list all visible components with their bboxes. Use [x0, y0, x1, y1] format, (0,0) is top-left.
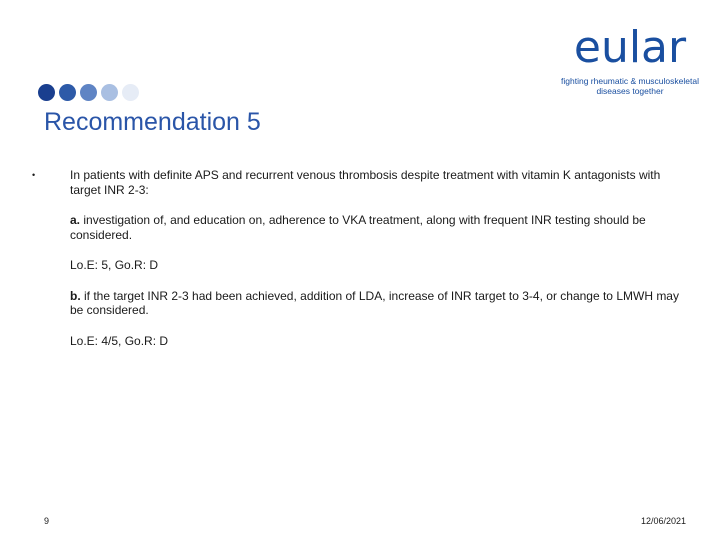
footer-date: 12/06/2021: [640, 516, 686, 526]
dot-4: [101, 84, 118, 101]
slide-title: Recommendation 5: [44, 108, 261, 136]
decorative-dots: [38, 84, 139, 101]
evidence-b: Lo.E: 4/5, Go.R: D: [70, 333, 169, 348]
sub-item-b: [70, 289, 680, 318]
logo-tagline-line2: diseases together: [596, 86, 664, 96]
page-number: 9: [44, 516, 50, 526]
logo-tagline: [560, 76, 700, 96]
sub-item-a-text: investigation of, and education on, adherence to VKA treatment, along with frequent INR testing should be considered.: [70, 213, 646, 242]
bullet-marker: •: [32, 170, 36, 180]
sub-item-a-letter: a.: [70, 213, 81, 227]
slide-content: [32, 168, 692, 348]
sub-item-b-text: if the target INR 2-3 had been achieved, addition of LDA, increase of INR target to 3-4, or change to LMWH may be considered.: [70, 288, 679, 317]
eular-logo: [560, 22, 700, 96]
dot-3: [80, 84, 97, 101]
logo-tagline-line1: fighting rheumatic & musculoskeletal: [561, 76, 699, 86]
dot-2: [59, 84, 76, 101]
bullet-intro-text: In patients with definite APS and recurrent venous thrombosis despite treatment with vitamin K antagonists with target INR 2-3:: [70, 168, 661, 197]
sub-item-b-letter: b.: [70, 288, 81, 303]
dot-5: [122, 84, 139, 101]
evidence-a: Lo.E: 5, Go.R: D: [70, 258, 159, 272]
dot-1: [38, 84, 55, 101]
bullet-item: [32, 168, 692, 197]
sub-item-a: [70, 213, 680, 242]
logo-wordmark: eular: [573, 22, 687, 73]
